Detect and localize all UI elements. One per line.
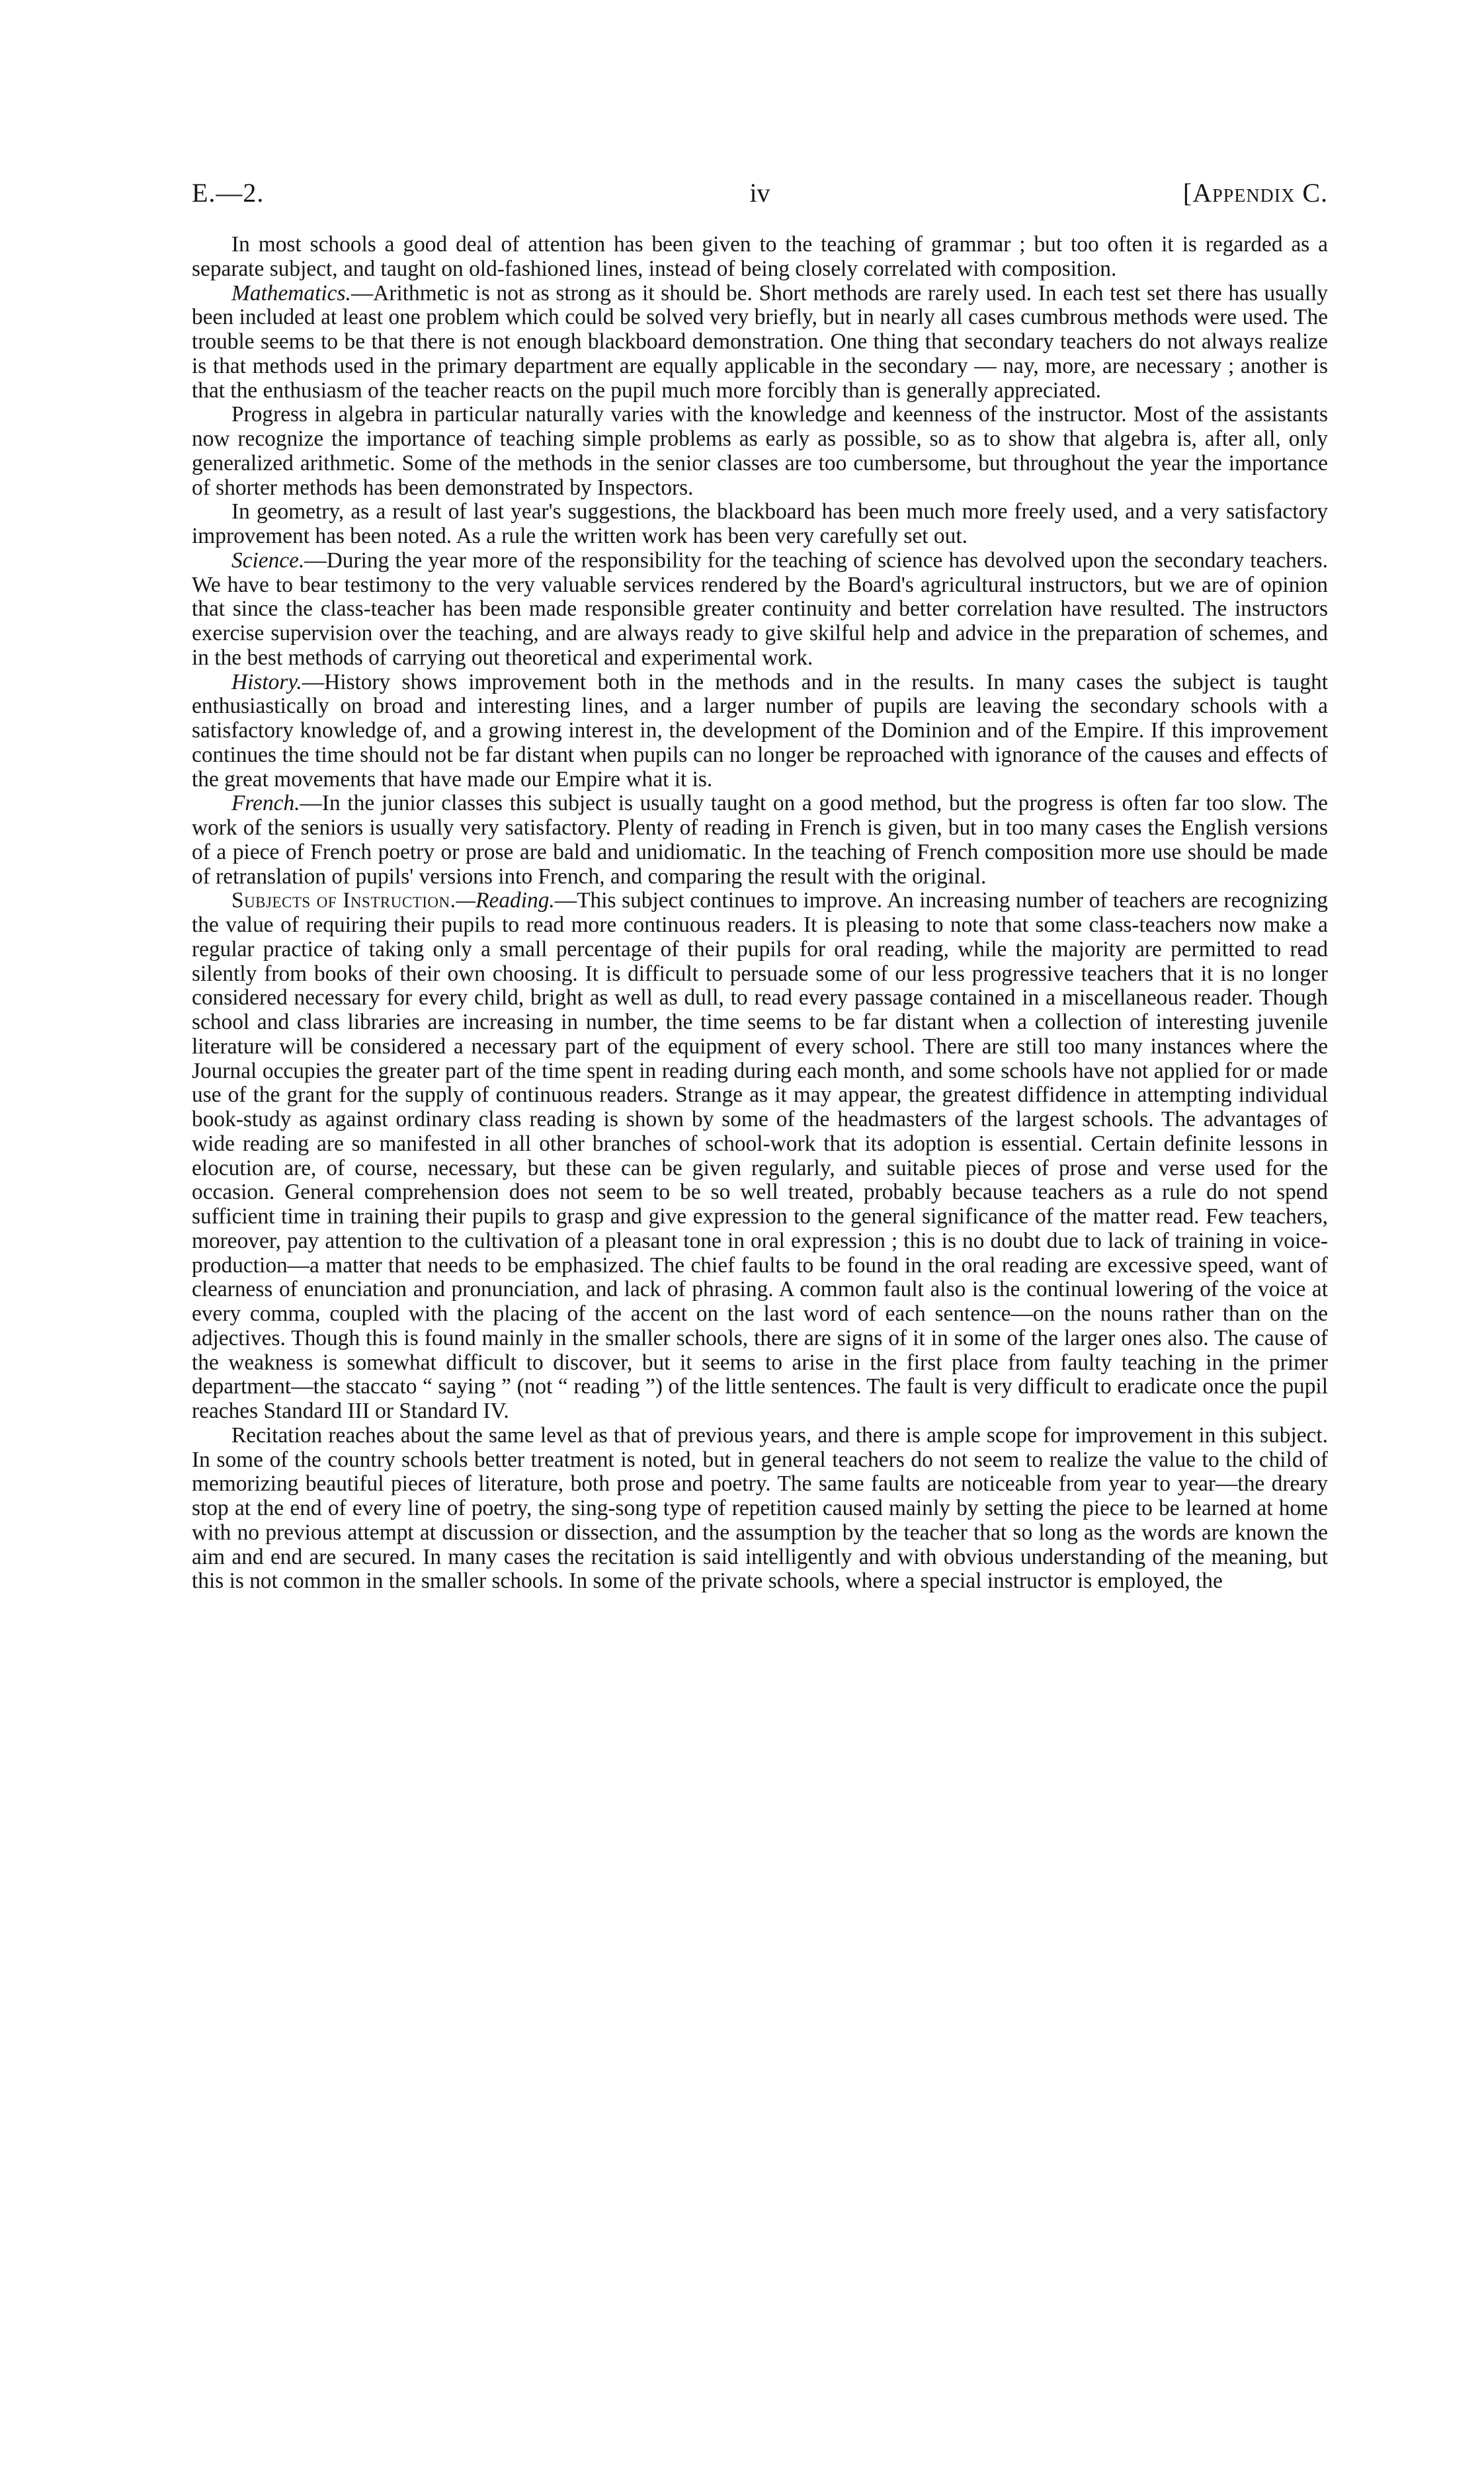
paragraph-recitation	[192, 1424, 1328, 1594]
paragraph-reading	[192, 889, 1328, 1424]
paragraph-text: —Arithmetic is not as strong as it should be. Short methods are rarely used. In each test set there has usually been included at least one problem which could be solved very briefly, but in nearly all cases cumbrous methods were used. The trouble seems to be that there is not enough blackboard demonstration. One thing that secondary teachers do not always realize is that methods used in the primary department are equally applicable in the secondary — nay, more, are necessary ; another is that the enthusiasm of the teacher reacts on the pupil much more forcibly than is generally appreciated.	[192, 280, 1328, 403]
paragraph-french	[192, 792, 1328, 889]
section-heading-mathematics: Mathematics.	[231, 280, 351, 306]
section-heading-subjects-of-instruction: Subjects of Instruction.	[231, 888, 456, 913]
appendix-label: [Appendix C.	[1182, 178, 1328, 208]
paragraph-geometry	[192, 500, 1328, 549]
section-heading-history: History.	[231, 669, 302, 694]
document-reference: E.—2.	[192, 178, 265, 208]
paragraph-text: In most schools a good deal of attention has been given to the teaching of grammar ; but too often it is regarded as a separate subject, and taught on old-fashioned lines, instead of being closely correlated with composition.	[192, 232, 1328, 281]
paragraph-grammar	[192, 233, 1328, 282]
paragraph-text: —During the year more of the responsibility for the teaching of science has devolved upon the secondary teachers. We have to bear testimony to the very valuable services rendered by the Board's agricultural instructors, but we are of opinion that since the class-teacher has been made responsible greater continuity and better correlation have resulted. The instructors exercise supervision over the teaching, and are always ready to give skilful help and advice in the preparation of schemes, and in the best methods of carrying out theoretical and experimental work.	[192, 548, 1328, 670]
section-heading-science: Science.	[231, 548, 305, 573]
paragraph-history	[192, 671, 1328, 792]
paragraph-text: —In the junior classes this subject is usually taught on a good method, but the progress is often far too slow. The work of the seniors is usually very satisfactory. Plenty of reading in French is given, but in too many cases the English versions of a piece of French poetry or prose are bald and unidiomatic. In the teaching of French composition more use should be made of retranslation of pupils' versions into French, and comparing the result with the original.	[192, 791, 1328, 889]
paragraph-science	[192, 549, 1328, 671]
paragraph-text: Recitation reaches about the same level as that of previous years, and there is ample scope for improvement in this subject. In some of the country schools better treatment is noted, but in general teachers do not seem to realize the value to the child of memorizing beautiful pieces of literature, both prose and poetry. The same faults are noticeable from year to year—the dreary stop at the end of every line of poetry, the sing-song type of repetition caused mainly by setting the piece to be learned at home with no previous attempt at discussion or dissection, and the assumption by the teacher that so long as the words are known the aim and end are secured. In many cases the recitation is said intelligently and with obvious understanding of the meaning, but this is not common in the smaller schools. In some of the private schools, where a special instructor is employed, the	[192, 1422, 1328, 1594]
running-header	[192, 173, 1328, 213]
section-heading-french: French.	[231, 791, 300, 816]
section-heading-reading: —Reading.	[456, 888, 555, 913]
paragraph-text: In geometry, as a result of last year's suggestions, the blackboard has been much more freely used, and a very satisfactory improvement has been noted. As a rule the written work has been very carefully set out.	[192, 499, 1328, 548]
paragraph-algebra	[192, 403, 1328, 500]
paragraph-mathematics	[192, 282, 1328, 403]
body-text	[192, 233, 1328, 1594]
page-number: iv	[749, 178, 770, 208]
paragraph-text: —History shows improvement both in the methods and in the results. In many cases the subject is taught enthusiastically on broad and interesting lines, and a larger number of pupils are leaving the secondary schools with a satisfactory knowledge of, and a growing interest in, the development of the Dominion and of the Empire. If this improvement continues the time should not be far distant when pupils can no longer be reproached with ignorance of the causes and effects of the great movements that have made our Empire what it is.	[192, 669, 1328, 792]
paragraph-text: Progress in algebra in particular naturally varies with the knowledge and keenness of the instructor. Most of the assistants now recognize the importance of teaching simple problems as early as possible, so as to show that algebra is, after all, only generalized arithmetic. Some of the methods in the senior classes are too cumbersome, but throughout the year the importance of shorter methods has been demonstrated by Inspectors.	[192, 402, 1328, 500]
paragraph-text: —This subject continues to improve. An increasing number of teachers are recognizing the value of requiring their pupils to read more continuous readers. It is pleasing to note that some class-teachers now make a regular practice of taking only a small percentage of their pupils for oral reading, while the majority are permitted to read silently from books of their own choosing. It is difficult to persuade some of our less progressive teachers that it is no longer considered necessary for every child, bright as well as dull, to read every passage contained in a miscellaneous reader. Though school and class libraries are increasing in number, the time seems to be far distant when a collection of interesting juvenile literature will be considered a necessary part of the equipment of every school. There are still too many instances where the Journal occupies the greater part of the time spent in reading during each month, and some schools have not applied for or made use of the grant for the supply of continuous readers. Strange as it may appear, the greatest diffidence in attempting individual book-study as against ordinary class reading is shown by some of the headmasters of the largest schools. The advantages of wide reading are so manifested in all other branches of school-work that its adoption is essential. Certain definite lessons in elocution are, of course, necessary, but these can be given regularly, and suitable pieces of prose and verse used for the occasion. General comprehension does not seem to be so well treated, probably because teachers as a rule do not spend sufficient time in training their pupils to grasp and give expression to the general significance of the matter read. Few teachers, moreover, pay attention to the cultivation of a pleasant tone in oral expression ; this is no doubt due to lack of training in voice-production—a matter that needs to be emphasized. The chief faults to be found in the oral reading are excessive speed, want of clearness of enunciation and pronunciation, and lack of phrasing. A common fault also is the continual lowering of the voice at every comma, coupled with the placing of the accent on the last word of each sentence—on the nouns rather than on the adjectives. Though this is found mainly in the smaller schools, there are signs of it in some of the larger ones also. The cause of the weakness is somewhat difficult to discover, but it seems to arise in the first place from faulty teaching in the primer department—the staccato “ saying ” (not “ reading ”) of the little sentences. The fault is very difficult to eradicate once the pupil reaches Standard III or Standard IV.	[192, 888, 1328, 1423]
